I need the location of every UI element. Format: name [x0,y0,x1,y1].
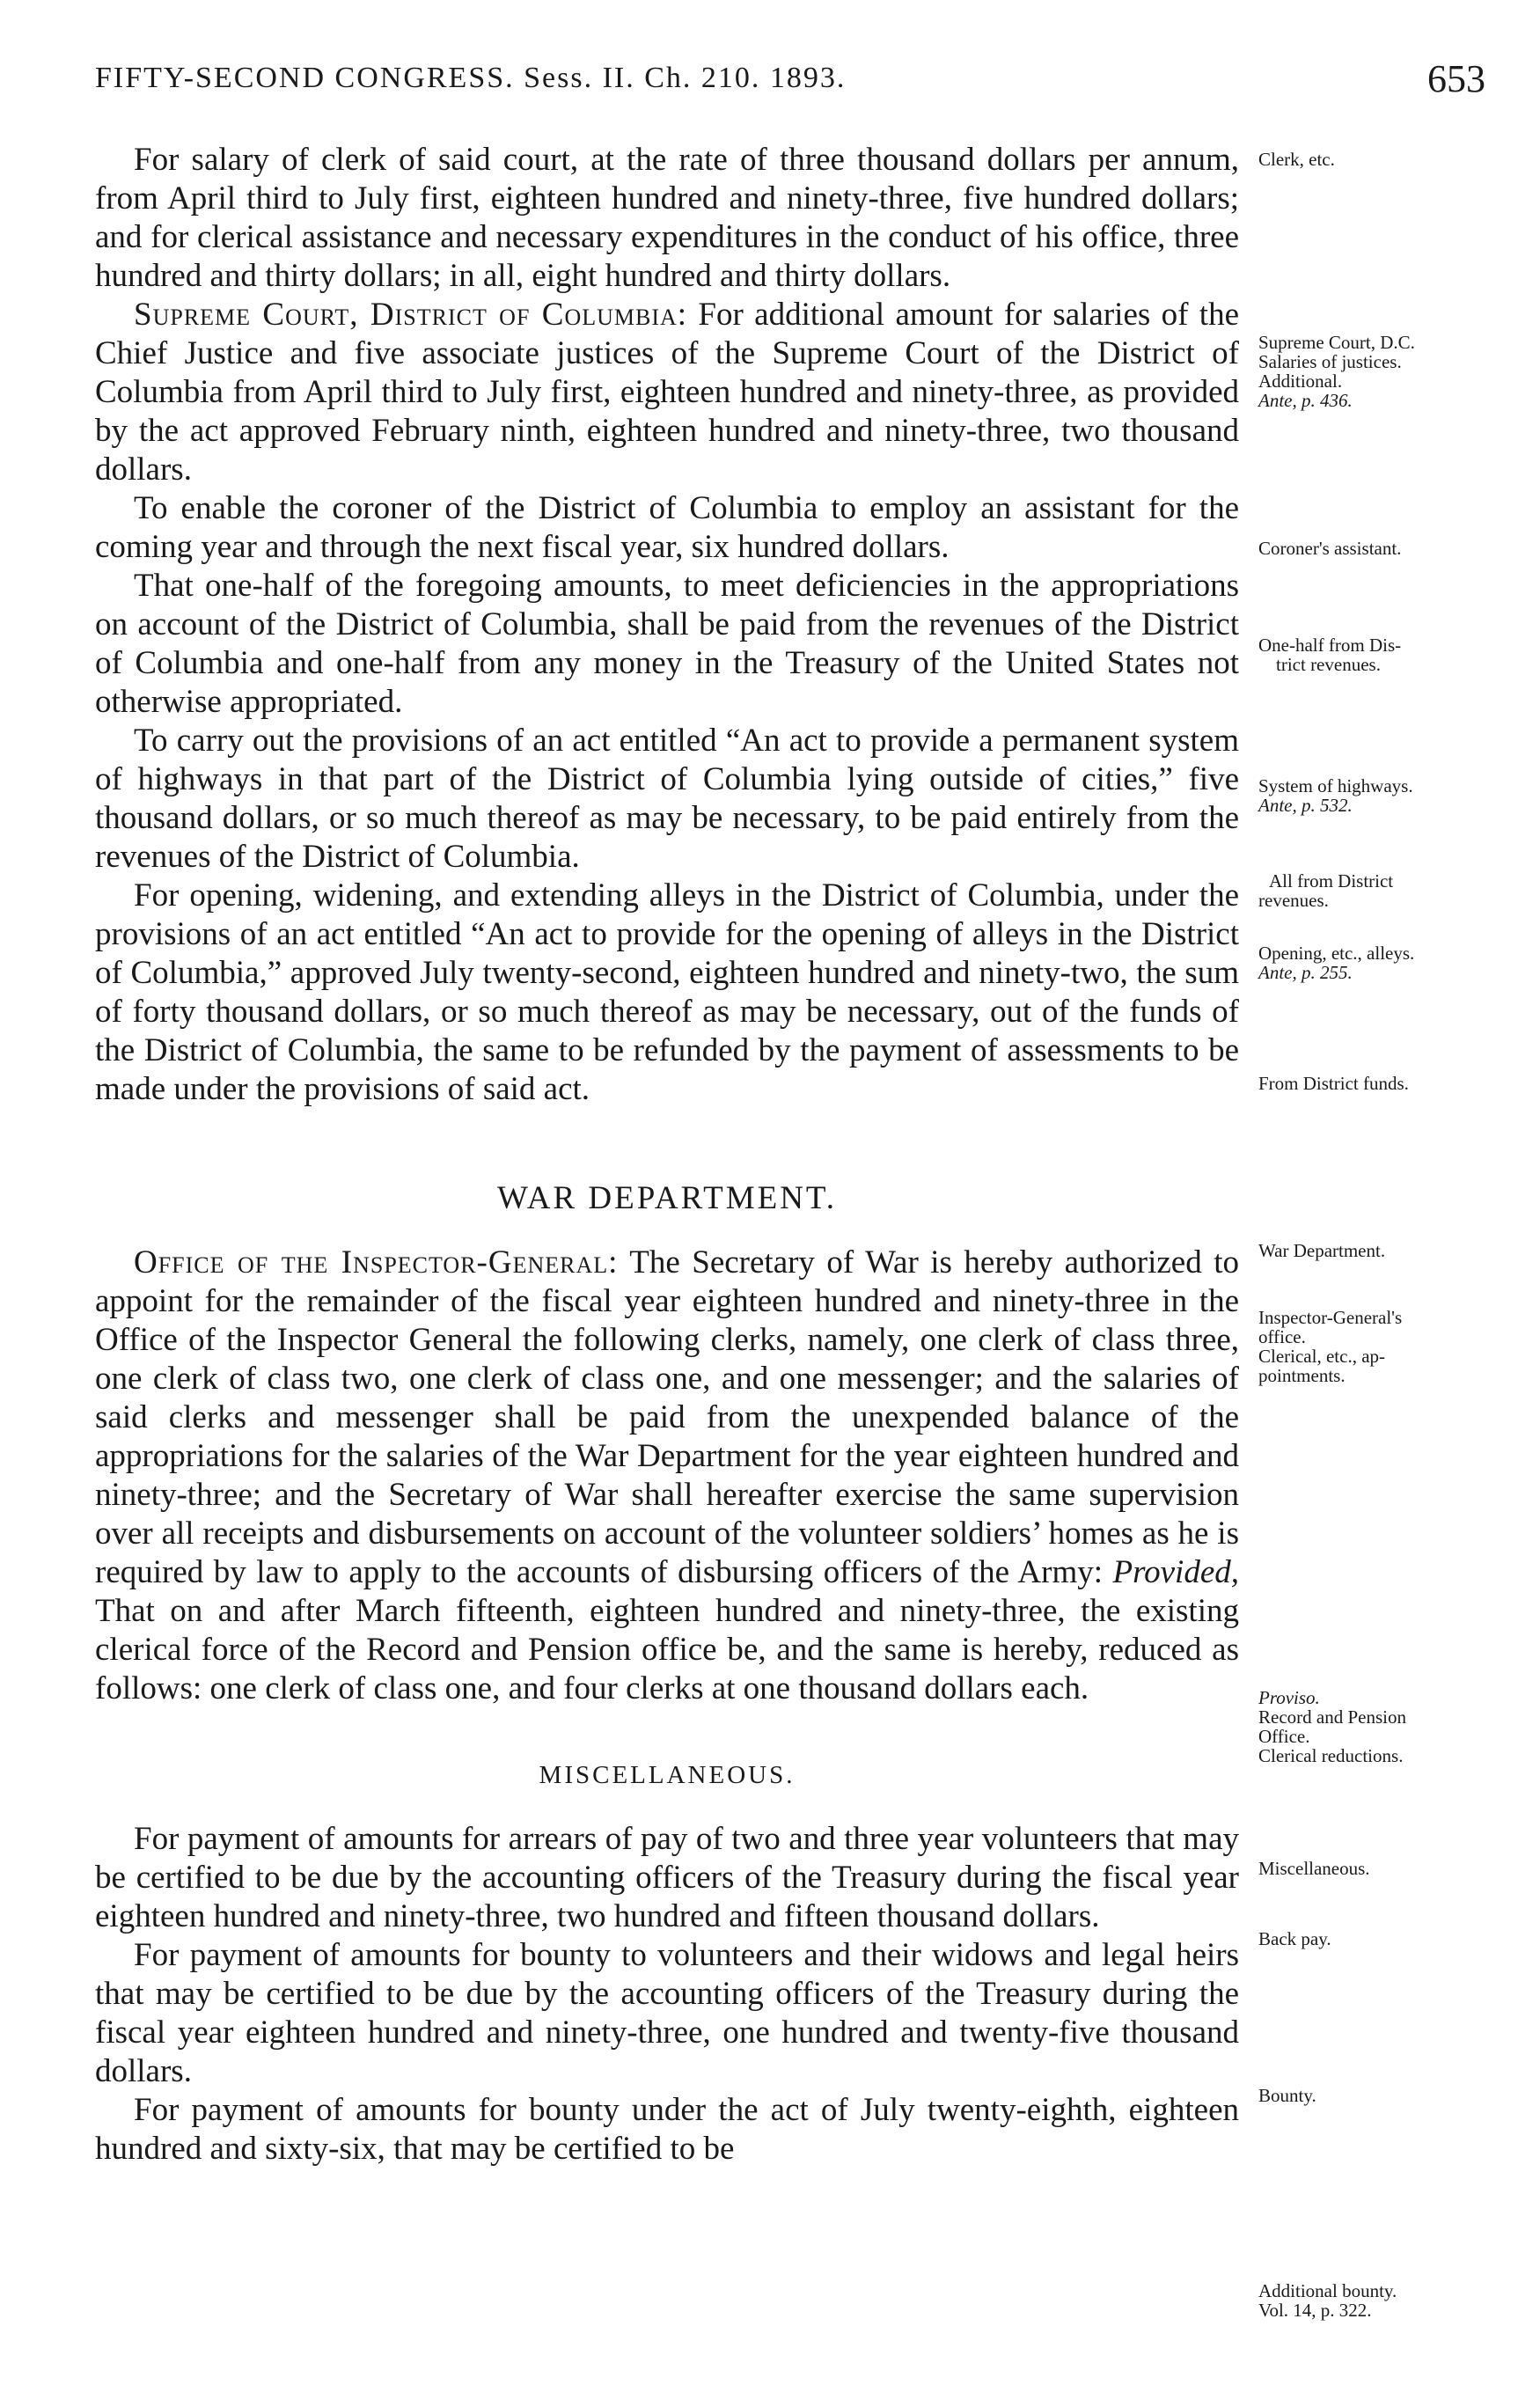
paragraph-alleys: For opening, widening, and extending alleys in the District of Columbia, under the provisions of an act entitled “An act to provide for the opening of alleys in the District of Columbia,” approved July twenty-second, eighteen hundred and ninety-two, the sum of forty thousand dollars, or so much thereof as may be necessary, out of the funds of the District of Columbia, the same to be refunded by the payment of assessments to be made under the provisions of said act. [95,877,1239,1107]
page-header [95,57,1485,114]
margin-note-clerk: Clerk, etc. [1258,149,1335,170]
page-number: 653 [1427,57,1485,100]
paragraph-clerk-salary: For salary of clerk of said court, at the rate of three thousand dollars per annum, from April third to July first, eighteen hundred and ninety-three, five hundred dollars; and for clerical assistance and necessary expenditures in the conduct of his office, three hundred and thirty dollars; in all, eight hundred and thirty dollars. [95,142,1239,294]
provided-word: Provided, [1112,1554,1239,1590]
margin-note-highways: System of highways. Ante, p. 532. [1258,775,1413,816]
supreme-court-lead: Supreme Court, District of Columbia: [134,297,688,333]
paragraph-supreme-court [95,296,1239,489]
paragraph-highways: To carry out the provisions of an act entitled “An act to provide a permanent system of highways in that part of the District of Columbia lying outside of cities,” five thousand dollars, or so much thereof as may be necessary, to be paid entirely from the revenues of the District of Columbia. [95,723,1239,875]
margin-note-record-pension: Proviso. Record and Pension Office. Clerical reductions. [1258,1687,1406,1766]
margin-note-coroner: Coroner's assistant. [1258,538,1402,559]
margin-note-one-half: One-half from Dis- trict revenues. [1258,635,1402,675]
paragraph-coroner: To enable the coroner of the District of Columbia to employ an assistant for the coming year and through the next fiscal year, six hundred dollars. [95,490,1239,565]
margin-note-additional-bounty: Additional bounty. Vol. 14, p. 322. [1258,2280,1397,2321]
record-pension-text: That on and after March fifteenth, eighteen hundred and ninety-three, the existing clerical force of the Record and Pension office be, and the same is hereby, reduced as follows: one clerk of class one, and four clerks at one thousand dollars each. [95,1593,1239,1706]
inspector-general-lead: Office of the Inspector-General: [134,1244,619,1281]
margin-note-war-department: War Department. [1258,1240,1386,1261]
margin-note-inspector-general: Inspector-General's office. Clerical, etc., ap- pointments. [1258,1307,1403,1386]
main-text [95,141,1239,2169]
margin-note-all-from-district: All from District revenues. [1258,870,1394,911]
miscellaneous-heading: MISCELLANEOUS. [539,1761,796,1789]
margin-note-district-funds: From District funds. [1258,1073,1409,1094]
paragraph-arrears-pay: For payment of amounts for arrears of pay of two and three year volunteers that may be certified to be due by the accounting officers of the Treasury during the fiscal year eighteen hundred and ninety-three, two hundred and fifteen thousand dollars. [95,1821,1239,1934]
war-department-heading: WAR DEPARTMENT. [496,1180,838,1216]
margin-note-miscellaneous: Miscellaneous. [1258,1858,1370,1879]
margin-note-back-pay: Back pay. [1258,1928,1331,1949]
margin-note-bounty: Bounty. [1258,2085,1316,2106]
paragraph-additional-bounty: For payment of amounts for bounty under the act of July twenty-eighth, eighteen hundred and sixty-six, that may be certified to be [95,2092,1239,2167]
running-head: FIFTY-SECOND CONGRESS. Sess. II. Ch. 210. 1893. [95,62,847,94]
supreme-court-text: For additional amount for salaries of the Chief Justice and five associate justices of the Supreme Court of the District of Columbia from April third to July first, eighteen hundred and ninety-three, as provided by the act approved February ninth, eighteen hundred and ninety-three, two thousand dollars. [95,297,1239,488]
inspector-general-text: The Secretary of War is hereby authorized to appoint for the remainder of the fiscal year eighteen hundred and ninety-three in the Office of the Inspector General the following clerks, namely, one clerk of class three, one clerk of class two, one clerk of class one, and one messenger; and the salaries of said clerks and messenger shall be paid from the unexpended balance of the appropriations for the salaries of the War Department for the year eighteen hundred and ninety-three; and the Secretary of War shall hereafter exercise the same supervision over all receipts and disbursements on account of the volunteer soldiers’ homes as he is required by law to apply to the accounts of disbursing officers of the Army: [95,1244,1239,1590]
paragraph-one-half: That one-half of the foregoing amounts, to meet deficiencies in the appropriations on account of the District of Columbia, shall be paid from the revenues of the District of Columbia and one-half from any money in the Treasury of the United States not otherwise appropriated. [95,568,1239,720]
margin-note-supreme-court: Supreme Court, D.C. Salaries of justices. Additional. Ante, p. 436. [1258,332,1415,411]
paragraph-inspector-general [95,1244,1239,1708]
margin-note-alleys: Opening, etc., alleys. Ante, p. 255. [1258,943,1415,983]
paragraph-bounty: For payment of amounts for bounty to volunteers and their widows and legal heirs that may be certified to be due by the accounting officers of the Treasury during the fiscal year eighteen hundred and ninety-three, one hundred and twenty-five thousand dollars. [95,1937,1239,2089]
